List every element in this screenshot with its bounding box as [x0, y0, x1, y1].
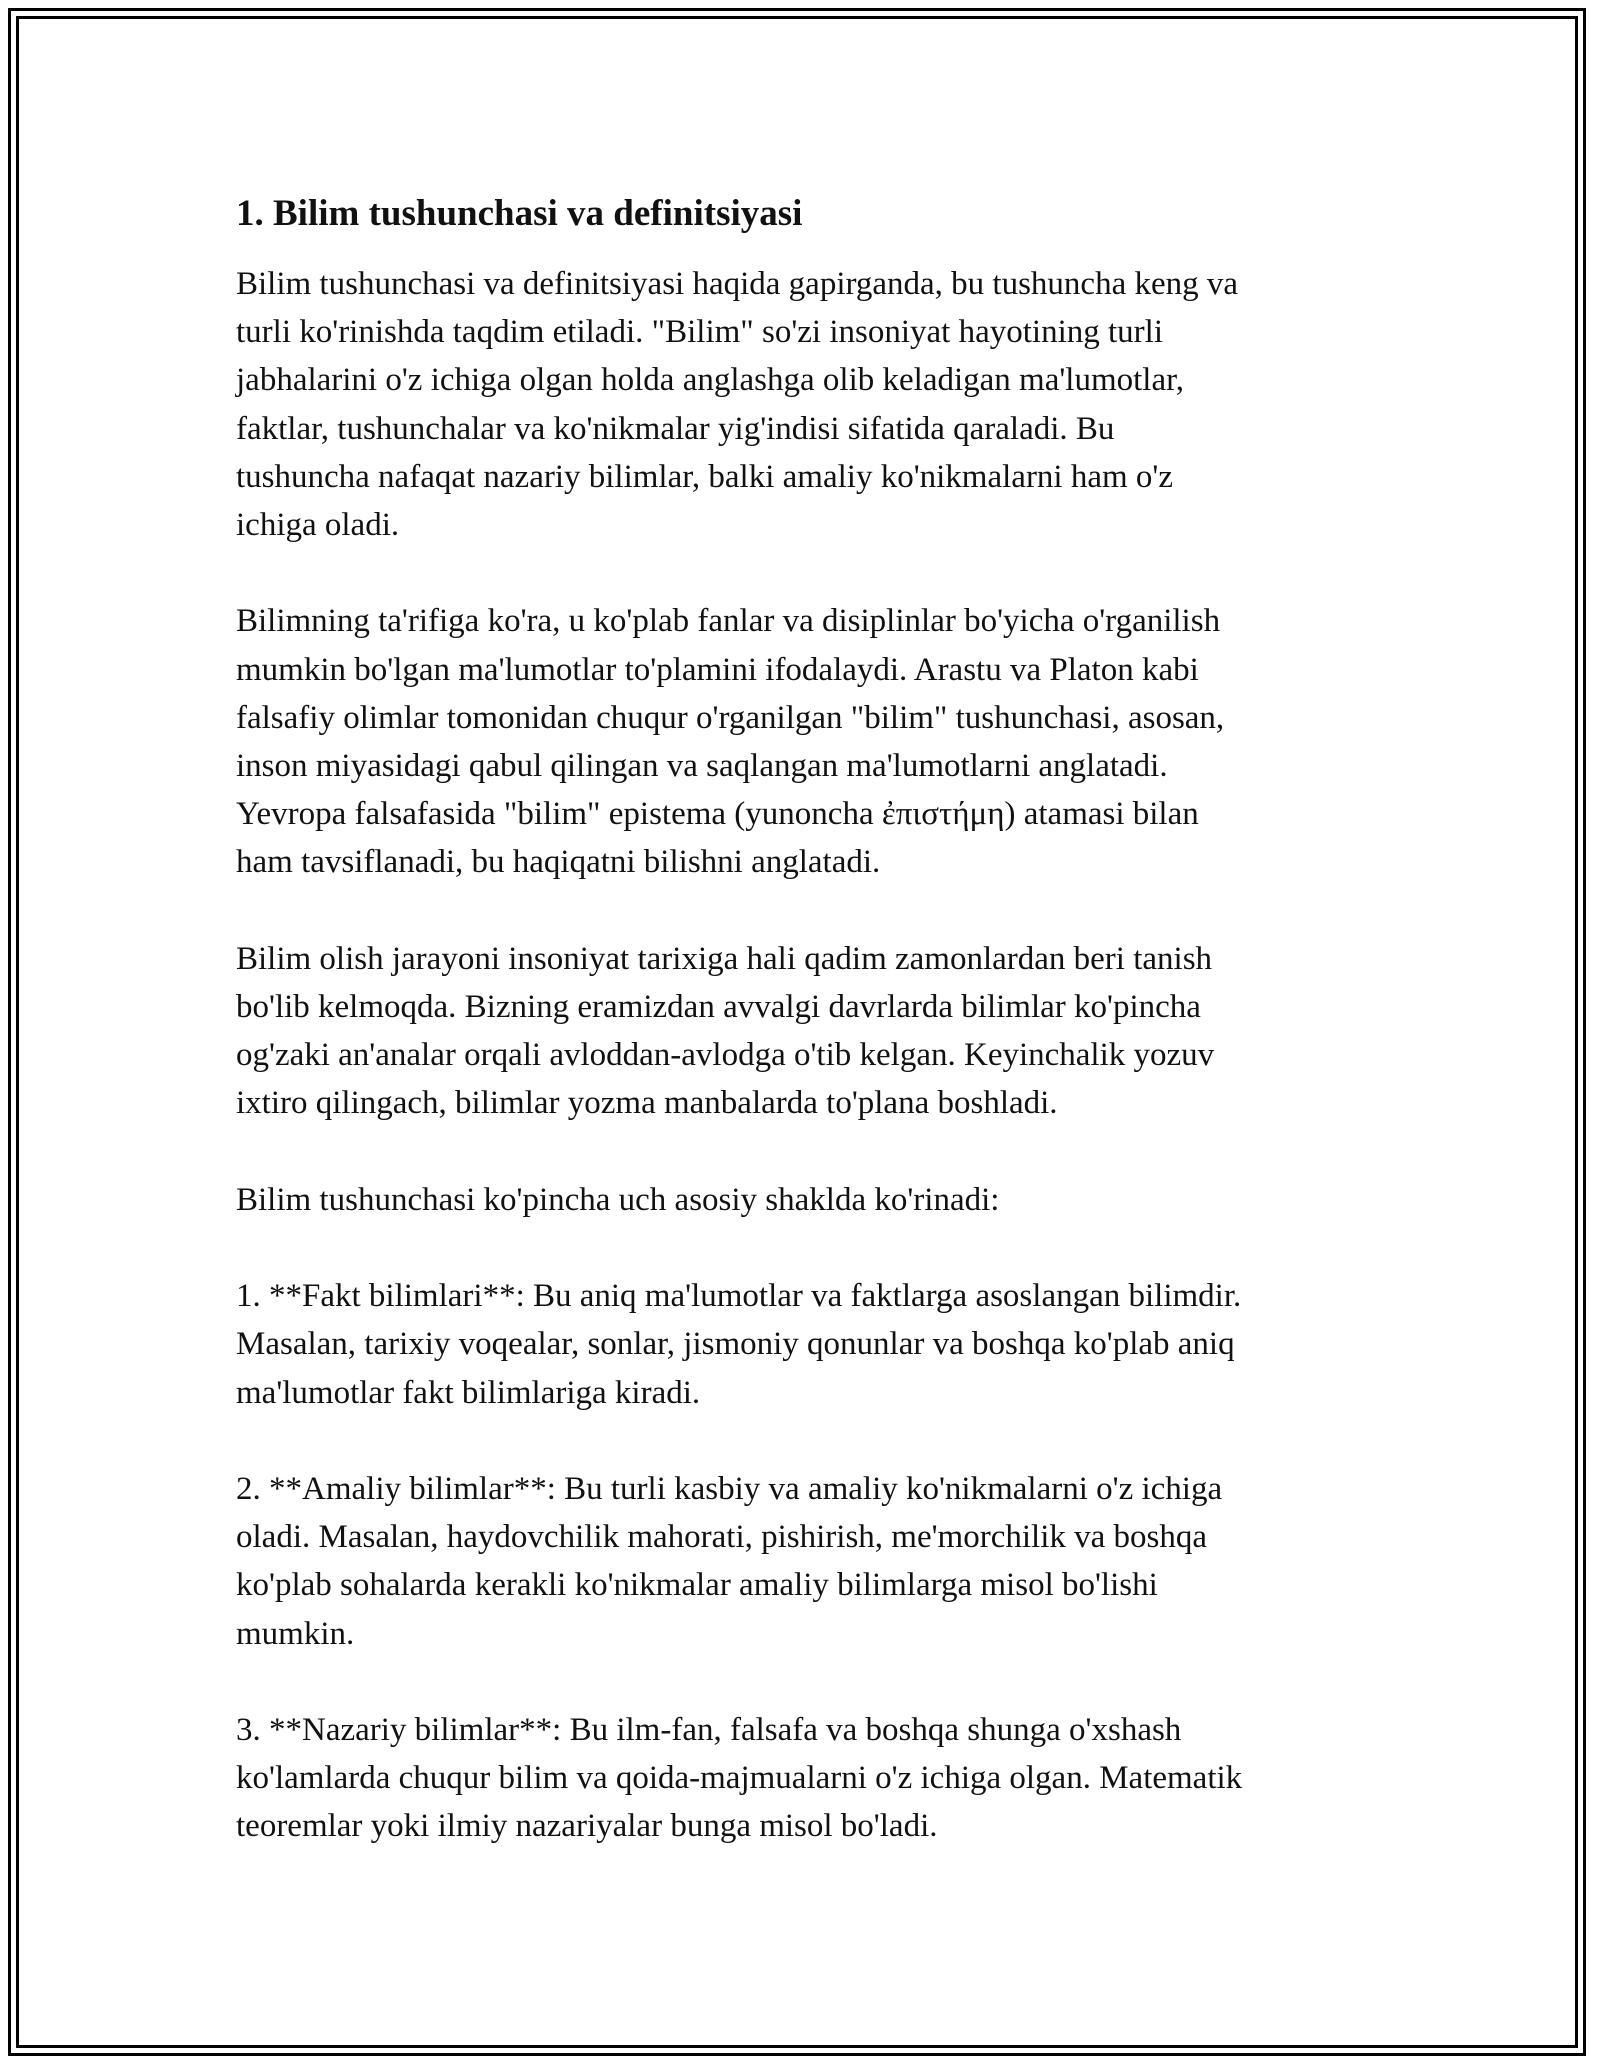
paragraph-line: jabhalarini o'z ichiga olgan holda anglashga olib keladigan ma'lumotlar,: [236, 362, 1185, 399]
paragraph-line: turli ko'rinishda taqdim etiladi. "Bilim" so'zi insoniyat hayotining turli: [236, 314, 1163, 351]
paragraph-line: 2. **Amaliy bilimlar**: Bu turli kasbiy va amaliy ko'nikmalarni o'z ichiga: [236, 1471, 1223, 1507]
paragraph-line: Bilim tushunchasi ko'pincha uch asosiy shaklda ko'rinadi:: [236, 1181, 1000, 1218]
paragraph-list: [236, 260, 1366, 1851]
paragraph-line: teoremlar yoki ilmiy nazariyalar bunga misol bo'ladi.: [236, 1808, 938, 1845]
paragraph-line: oladi. Masalan, haydovchilik mahorati, pishirish, me'morchilik va boshqa: [236, 1519, 1208, 1556]
paragraph-line: ko'lamlarda chuqur bilim va qoida-majmualarni o'z ichiga olgan. Matematik: [236, 1760, 1243, 1797]
document-body: [236, 190, 1366, 1899]
paragraph-line: Bilimning ta'rifiga ko'ra, u ko'plab fanlar va disiplinlar bo'yicha o'rganilish: [236, 603, 1221, 640]
paragraph: [236, 1465, 1366, 1658]
paragraph-line: Yevropa falsafasida "bilim" epistema (yunoncha ἐπιστήμη) atamasi bilan: [236, 796, 1199, 833]
paragraph-line: falsafiy olimlar tomonidan chuqur o'rganilgan "bilim" tushunchasi, asosan,: [236, 699, 1225, 736]
paragraph: [236, 260, 1366, 549]
paragraph-line: faktlar, tushunchalar va ko'nikmalar yig'indisi sifatida qaraladi. Bu: [236, 410, 1115, 447]
paragraph-line: Bilim tushunchasi va definitsiyasi haqida gapirganda, bu tushuncha keng va: [236, 266, 1239, 302]
paragraph: [236, 1706, 1366, 1851]
paragraph-line: bo'lib kelmoqda. Bizning eramizdan avvalgi davrlarda bilimlar ko'pincha: [236, 989, 1201, 1026]
paragraph-line: 1. **Fakt bilimlari**: Bu aniq ma'lumotlar va faktlarga asoslangan bilimdir.: [236, 1278, 1242, 1315]
paragraph: [236, 1272, 1366, 1417]
paragraph-line: ixtiro qilingach, bilimlar yozma manbalarda to'plana boshladi.: [236, 1085, 1058, 1122]
paragraph-line: ichiga oladi.: [236, 507, 400, 544]
paragraph: [236, 1176, 1366, 1224]
paragraph-line: ko'plab sohalarda kerakli ko'nikmalar amaliy bilimlarga misol bo'lishi: [236, 1567, 1158, 1604]
paragraph-line: mumkin bo'lgan ma'lumotlar to'plamini ifodalaydi. Arastu va Platon kabi: [236, 651, 1199, 688]
paragraph: [236, 597, 1366, 886]
paragraph-line: Bilim olish jarayoni insoniyat tarixiga hali qadim zamonlardan beri tanish: [236, 940, 1213, 977]
paragraph: [236, 935, 1366, 1128]
paragraph-line: 3. **Nazariy bilimlar**: Bu ilm-fan, falsafa va boshqa shunga o'xshash: [236, 1712, 1182, 1748]
paragraph-line: tushuncha nafaqat nazariy bilimlar, balki amaliy ko'nikmalarni ham o'z: [236, 458, 1174, 495]
section-heading: 1. Bilim tushunchasi va definitsiyasi: [236, 193, 803, 234]
paragraph-line: ham tavsiflanadi, bu haqiqatni bilishni anglatadi.: [236, 844, 881, 881]
paragraph-line: Masalan, tarixiy voqealar, sonlar, jismoniy qonunlar va boshqa ko'plab aniq: [236, 1326, 1235, 1363]
paragraph-line: og'zaki an'analar orqali avloddan-avlodga o'tib kelgan. Keyinchalik yozuv: [236, 1037, 1215, 1074]
paragraph-line: mumkin.: [236, 1615, 355, 1652]
paragraph-line: ma'lumotlar fakt bilimlariga kiradi.: [236, 1374, 701, 1411]
paragraph-line: inson miyasidagi qabul qilingan va saqlangan ma'lumotlarni anglatadi.: [236, 748, 1168, 785]
